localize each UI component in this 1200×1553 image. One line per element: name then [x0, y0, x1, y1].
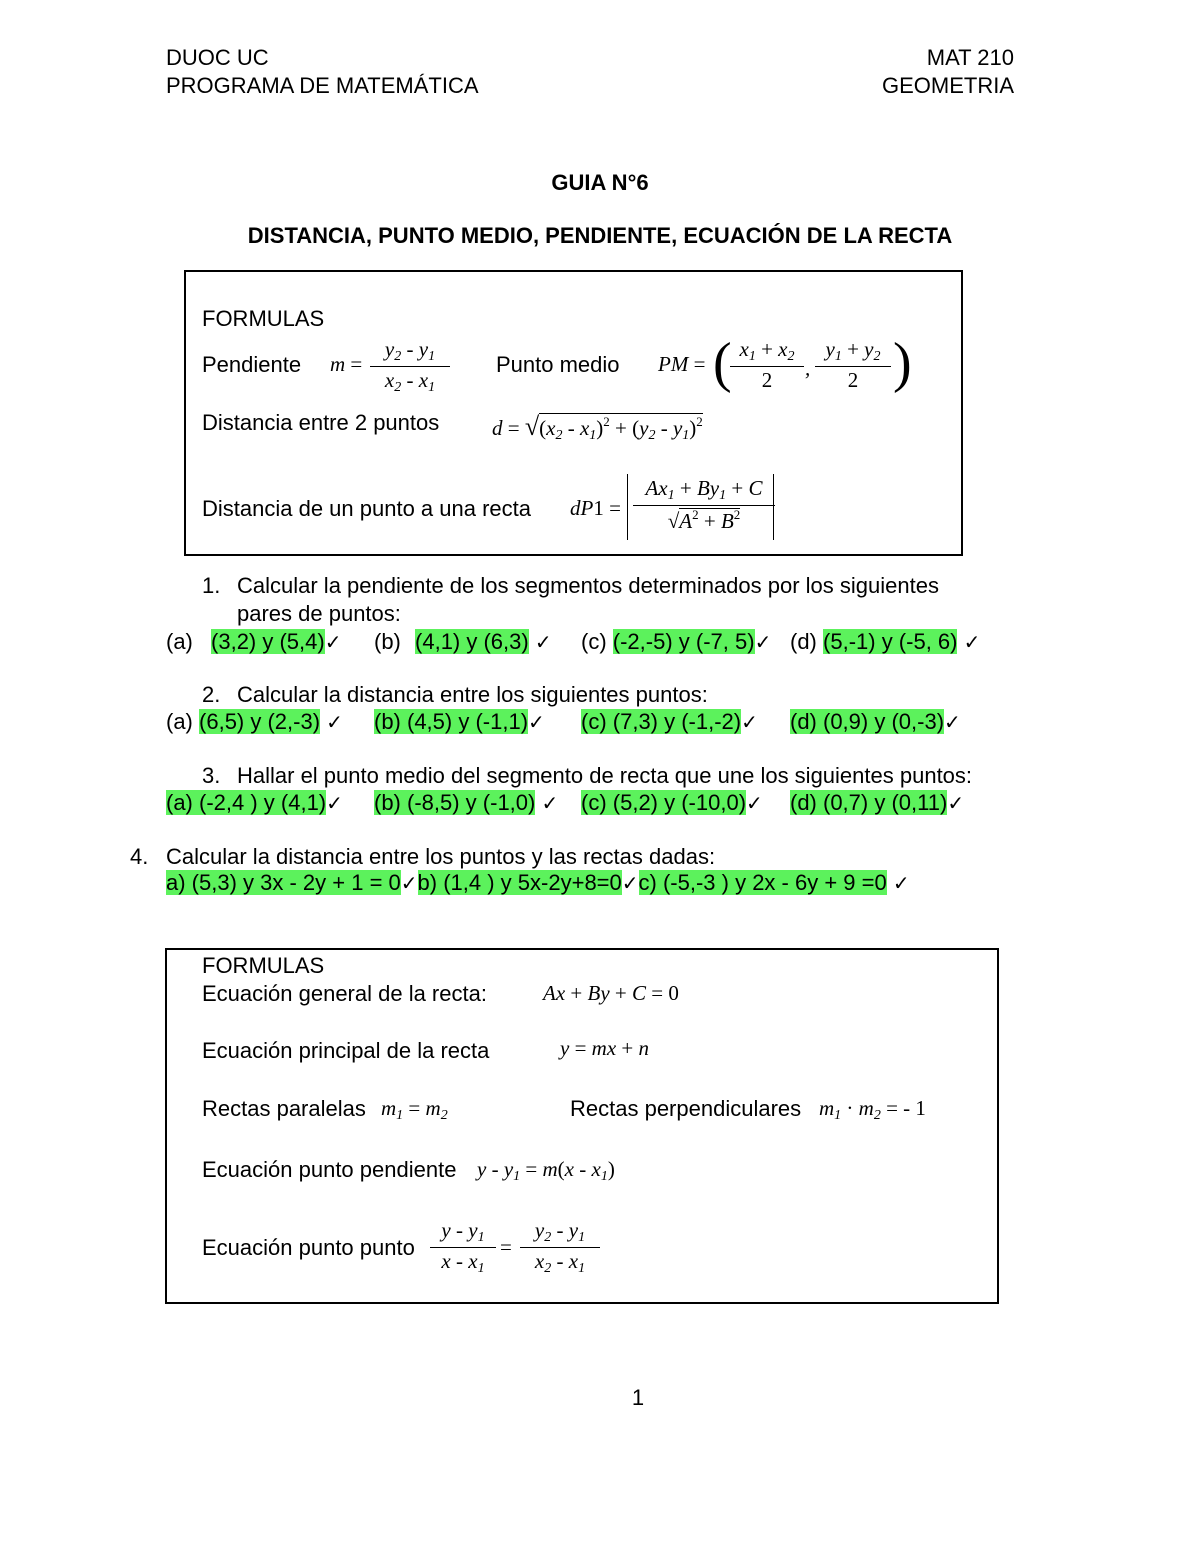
point-slope-formula: $y - y_1 = m(x - x_1)$ — [477, 1157, 615, 1184]
ex1-item-a-value: (3,2) y (5,4) — [211, 629, 325, 654]
ex1-item-b-value: (4,1) y (6,3) — [415, 629, 529, 654]
ex2-item-b-value: (b) (4,5) y (-1,1) — [374, 709, 529, 734]
header-institution: DUOC UC — [166, 45, 269, 70]
perpendicular-lines-formula: $m_1 \cdot m_2$ = - 1 — [819, 1096, 926, 1123]
check-icon: ✓ — [326, 712, 343, 734]
punto-medio-label: Punto medio — [496, 352, 620, 377]
midpoint-right-paren: ) — [893, 332, 912, 394]
ex1-item-d — [790, 629, 980, 656]
midpoint-left-paren: ( — [713, 332, 732, 394]
midpoint-comma: , — [805, 356, 811, 380]
ex1-item-c-label: (c) — [581, 629, 607, 654]
midpoint-y-fraction: $y_1 + y_2$ 2 — [815, 337, 891, 393]
ex2-item-a-label: (a) — [166, 709, 193, 734]
check-icon: ✓ — [621, 873, 639, 895]
ex2-item-a — [166, 709, 343, 736]
ex1-item-c — [581, 629, 771, 656]
ex2-item-d-value: (d) (0,9) y (0,-3) — [790, 709, 945, 734]
ex3-item-c — [581, 790, 763, 817]
ex3-item-a-value: (a) (-2,4 ) y (4,1) — [166, 790, 327, 815]
ex3-number: 3. — [202, 763, 221, 788]
ex1-text-line2: pares de puntos: — [237, 601, 401, 626]
ex4-item-a-value: a) (5,3) y 3x - 2y + 1 = 0 — [166, 870, 401, 895]
abs-bar-right — [773, 474, 774, 540]
ex2-item-c — [581, 709, 758, 736]
two-point-equals: = — [500, 1235, 512, 1259]
ex1-item-d-label: (d) — [790, 629, 817, 654]
check-icon: ✓ — [746, 793, 763, 815]
ex1-item-b-label: (b) — [374, 629, 401, 654]
ex3-text: Hallar el punto medio del segmento de recta que une los siguientes puntos: — [237, 763, 973, 788]
guide-title: GUIA N°6 — [551, 170, 649, 195]
ex1-item-a — [166, 629, 341, 656]
ex4-text: Calcular la distancia entre los puntos y las rectas dadas: — [166, 844, 716, 869]
midpoint-x-fraction: $x_1 + x_2$ 2 — [730, 337, 804, 393]
ex3-item-b-value: (b) (-8,5) y (-1,0) — [374, 790, 536, 815]
ex3-item-a — [166, 790, 343, 817]
principal-equation-label: Ecuación principal de la recta — [202, 1038, 490, 1063]
check-icon: ✓ — [754, 632, 772, 654]
check-icon: ✓ — [963, 632, 981, 654]
ex2-item-d — [790, 709, 961, 736]
distancia-label: Distancia entre 2 puntos — [202, 410, 440, 435]
ex3-item-c-value: (c) (5,2) y (-10,0) — [581, 790, 747, 815]
ex3-item-d-value: (d) (0,7) y (0,11) — [790, 790, 948, 815]
ex3-item-b — [374, 790, 558, 817]
parallel-lines-label: Rectas paralelas — [202, 1096, 366, 1121]
ex3-item-d — [790, 790, 964, 817]
ex4-item-b-value: b) (1,4 ) y 5x-2y+8=0 — [417, 870, 622, 895]
point-slope-label: Ecuación punto pendiente — [202, 1157, 457, 1182]
ex1-item-a-label: (a) — [166, 629, 193, 654]
distancia-recta-label: Distancia de un punto a una recta — [202, 496, 532, 521]
perpendicular-lines-label: Rectas perpendiculares — [570, 1096, 802, 1121]
ex1-item-d-value: (5,-1) y (-5, 6) — [823, 629, 958, 654]
check-icon: ✓ — [947, 793, 965, 815]
formulas-heading-1: FORMULAS — [202, 306, 325, 331]
formulas-heading-2: FORMULAS — [202, 953, 325, 978]
ex2-number: 2. — [202, 682, 221, 707]
ex2-text: Calcular la distancia entre los siguientes puntos: — [237, 682, 708, 707]
two-point-label: Ecuación punto punto — [202, 1235, 415, 1260]
point-line-distance-fraction: $Ax_1 + By_1 + C$ $√A^2 + B^2$ — [633, 476, 775, 534]
check-icon: ✓ — [326, 793, 343, 815]
ex4-items — [166, 870, 910, 897]
two-point-right-fraction: $y_2 - y_1$ $x_2 - x_1$ — [520, 1218, 600, 1277]
page-number: 1 — [631, 1385, 645, 1410]
parallel-lines-formula: $m_1 = m_2$ — [381, 1096, 448, 1123]
point-line-distance-lhs: dP1 = — [570, 496, 621, 520]
midpoint-formula-lhs: PM = — [658, 352, 706, 376]
header-program: PROGRAMA DE MATEMÁTICA — [166, 73, 479, 98]
principal-equation-formula: y = mx + n — [560, 1036, 650, 1060]
ex1-text-line1: Calcular la pendiente de los segmentos determinados por los siguientes — [237, 573, 939, 598]
slope-formula-fraction: $y_2 - y_1$ $x_2 - x_1$ — [370, 337, 450, 396]
ex1-item-c-value: (-2,-5) y (-7, 5) — [612, 629, 755, 654]
ex4-number: 4. — [130, 844, 149, 869]
header-course-code: MAT 210 — [926, 45, 1014, 70]
check-icon: ✓ — [400, 873, 418, 895]
ex2-item-a-value: (6,5) y (2,-3) — [199, 709, 321, 734]
distance-formula: $d = √(x_2 - x_1)^2 + (y_2 - y_1)^2$ — [492, 412, 703, 443]
check-icon: ✓ — [541, 793, 559, 815]
header-course-name: GEOMETRIA — [881, 73, 1014, 98]
check-icon: ✓ — [528, 712, 545, 734]
check-icon: ✓ — [944, 712, 961, 734]
two-point-left-fraction: y - $y_1$ x - $x_1$ — [430, 1218, 496, 1277]
general-equation-formula: Ax + By + C = 0 — [543, 981, 679, 1005]
check-icon: ✓ — [324, 632, 342, 654]
general-equation-label: Ecuación general de la recta: — [202, 981, 487, 1006]
guide-subtitle: DISTANCIA, PUNTO MEDIO, PENDIENTE, ECUACIÓN DE LA RECTA — [247, 223, 953, 248]
ex1-item-b — [374, 629, 552, 656]
pendiente-label: Pendiente — [202, 352, 302, 377]
check-icon: ✓ — [534, 632, 552, 654]
check-icon: ✓ — [892, 873, 910, 895]
slope-formula-lhs: m = — [330, 352, 363, 376]
ex2-item-b — [374, 709, 545, 736]
check-icon: ✓ — [741, 712, 758, 734]
ex2-item-c-value: (c) (7,3) y (-1,-2) — [581, 709, 742, 734]
ex1-number: 1. — [202, 573, 221, 598]
abs-bar-left — [627, 474, 628, 540]
ex4-item-c-value: c) (-5,-3 ) y 2x - 6y + 9 =0 — [638, 870, 887, 895]
